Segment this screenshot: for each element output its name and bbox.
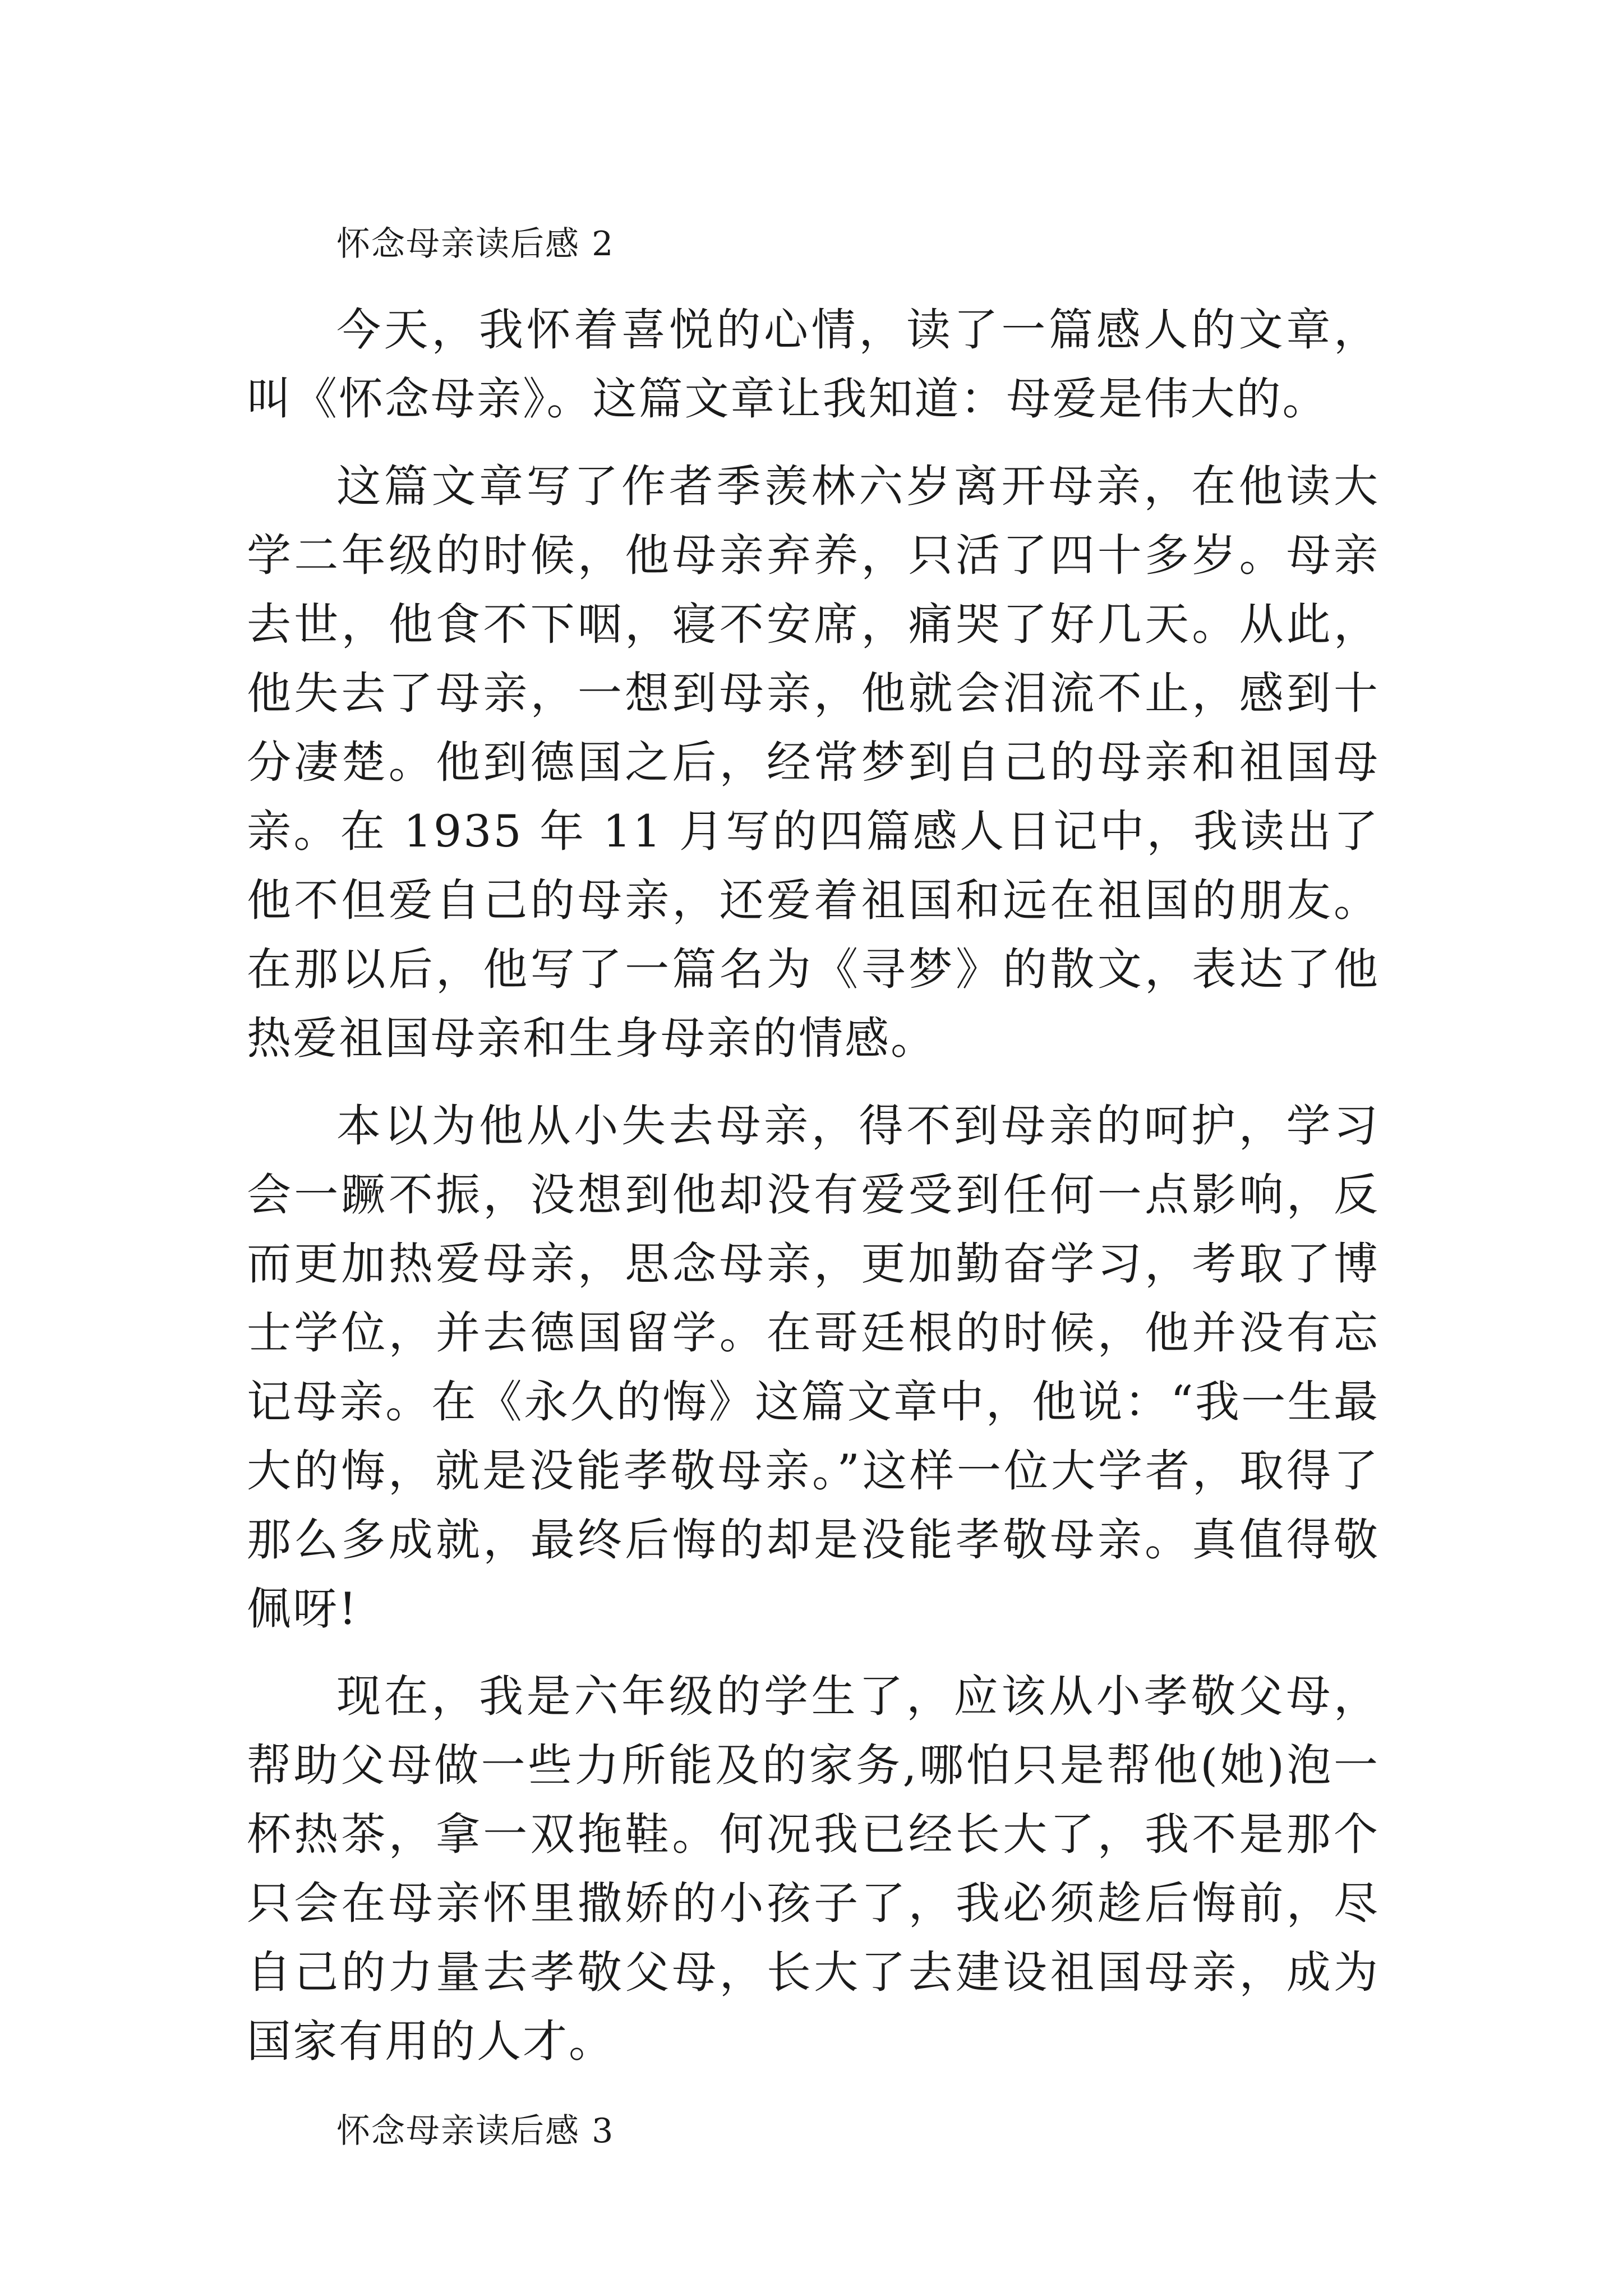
document-body [247,216,1380,2159]
paragraph-story: 这篇文章写了作者季羡林六岁离开母亲，在他读大学二年级的时候，他母亲弃养，只活了四十多岁。母亲去世，他食不下咽，寝不安席，痛哭了好几天。从此，他失去了母亲，一想到母亲，他就会泪流不止，感到十分凄楚。他到德国之后，经常梦到自己的母亲和祖国母亲。在 1935 年 11 月写的四篇感人日记中，我读出了他不但爱自己的母亲，还爱着祖国和远在祖国的朋友。在那以后，他写了一篇名为《寻梦》的散文，表达了他热爱祖国母亲和生身母亲的情感。 [247,461,1380,1064]
paragraph-intro: 今天，我怀着喜悦的心情，读了一篇感人的文章，叫《怀念母亲》。这篇文章让我知道：母爱是伟大的。 [247,304,1380,425]
section-heading-3: 怀念母亲读后感 3 [336,2111,615,2151]
paragraph-admiration: 本以为他从小失去母亲，得不到母亲的呵护，学习会一蹶不振，没想到他却没有爱受到任何一点影响，反而更加热爱母亲，思念母亲，更加勤奋学习，考取了博士学位，并去德国留学。在哥廷根的时候，他并没有忘记母亲。在《永久的悔》这篇文章中，他说：“我一生最大的悔，就是没能孝敬母亲。”这样一位大学者，取得了那么多成就，最终后悔的却是没能孝敬母亲。真值得敬佩呀! [247,1100,1380,1635]
section-heading-2: 怀念母亲读后感 2 [336,224,615,264]
paragraph-reflection: 现在，我是六年级的学生了，应该从小孝敬父母，帮助父母做一些力所能及的家务,哪怕只是帮他(她)泡一杯热茶，拿一双拖鞋。何况我已经长大了，我不是那个只会在母亲怀里撒娇的小孩子了，我必须趁后悔前，尽自己的力量去孝敬父母，长大了去建设祖国母亲，成为国家有用的人才。 [247,1671,1380,2067]
